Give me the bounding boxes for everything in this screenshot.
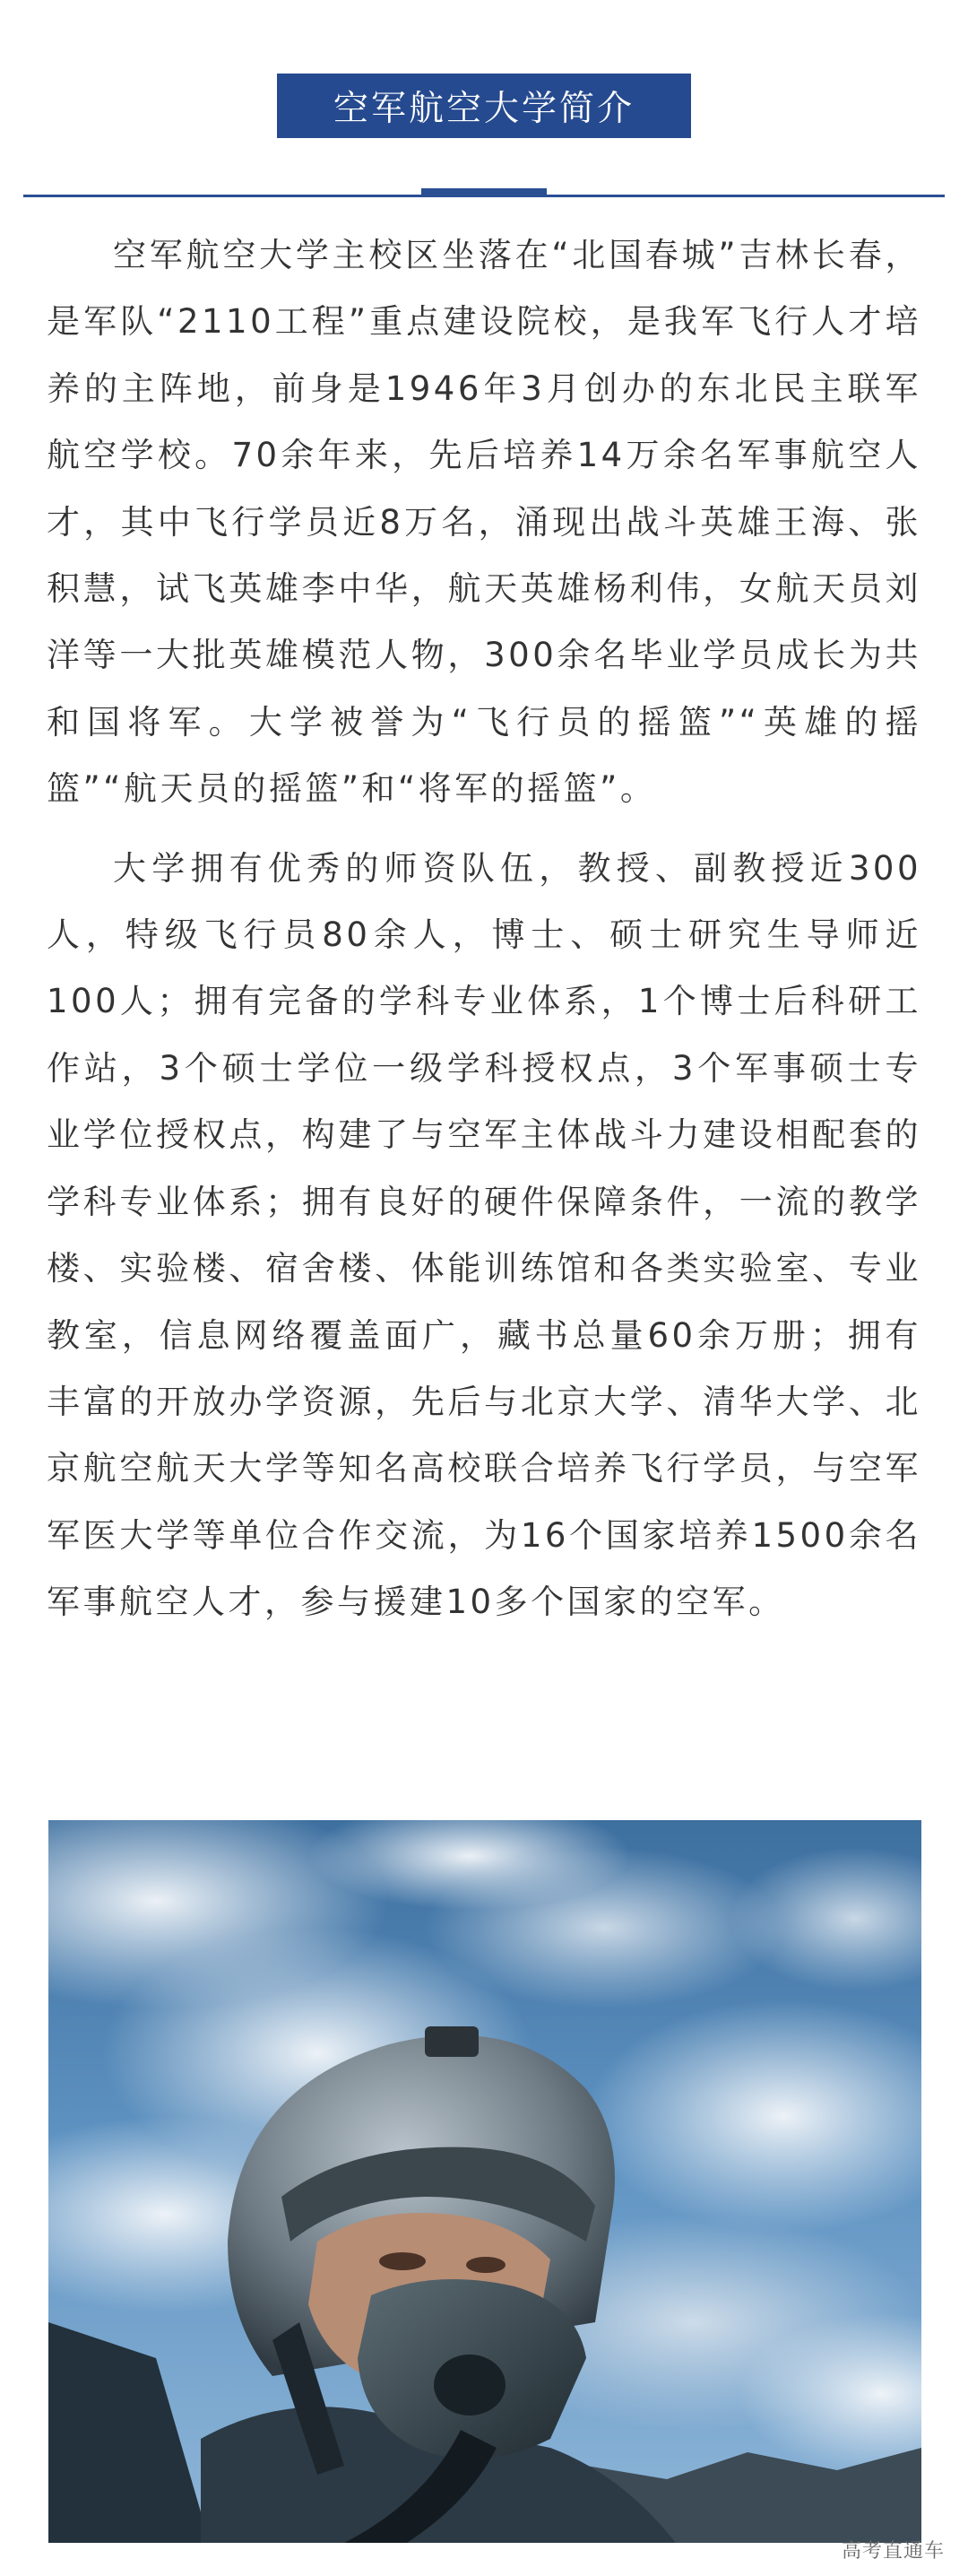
watermark: 高考直通车: [841, 2540, 945, 2563]
title-divider-accent: [421, 188, 547, 195]
page-title: 空军航空大学简介: [277, 74, 691, 138]
helmet-mount: [425, 2026, 479, 2057]
article-body: [47, 222, 921, 1636]
pilot-photo: [48, 1820, 921, 2543]
oxygen-valve: [434, 2355, 506, 2416]
article-paragraph-2: 大学拥有优秀的师资队伍，教授、副教授近300人，特级飞行员80余人，博士、硕士研究生导师近100人；拥有完备的学科专业体系，1个博士后科研工作站，3个硕士学位一级学科授权点，3个军事硕士专业学位授权点，构建了与空军主体战斗力建设相配套的学科专业体系；拥有良好的硬件保障条件，一流的教学楼、实验楼、宿舍楼、体能训练馆和各类实验室、专业教室，信息网络覆盖面广，藏书总量60余万册；拥有丰富的开放办学资源，先后与北京大学、清华大学、北京航空航天大学等知名高校联合培养飞行学员，与空军军医大学等单位合作交流，为16个国家培养1500余名军事航空人才，参与援建10多个国家的空军。: [47, 848, 921, 1622]
article-paragraph-1: 空军航空大学主校区坐落在“北国春城”吉林长春，是军队“2110工程”重点建设院校，是我军飞行人才培养的主阵地，前身是1946年3月创办的东北民主联军航空学校。70余年来，先后培养14万余名军事航空人才，其中飞行学员近8万名，涌现出战斗英雄王海、张积慧，试飞英雄李中华，航天英雄杨利伟，女航天员刘洋等一大批英雄模范人物，300余名毕业学员成长为共和国将军。大学被誉为“飞行员的摇篮”“英雄的摇篮”“航天员的摇篮”和“将军的摇篮”。: [47, 236, 921, 809]
pilot-eye: [379, 2252, 426, 2270]
pilot-eye: [466, 2257, 506, 2273]
